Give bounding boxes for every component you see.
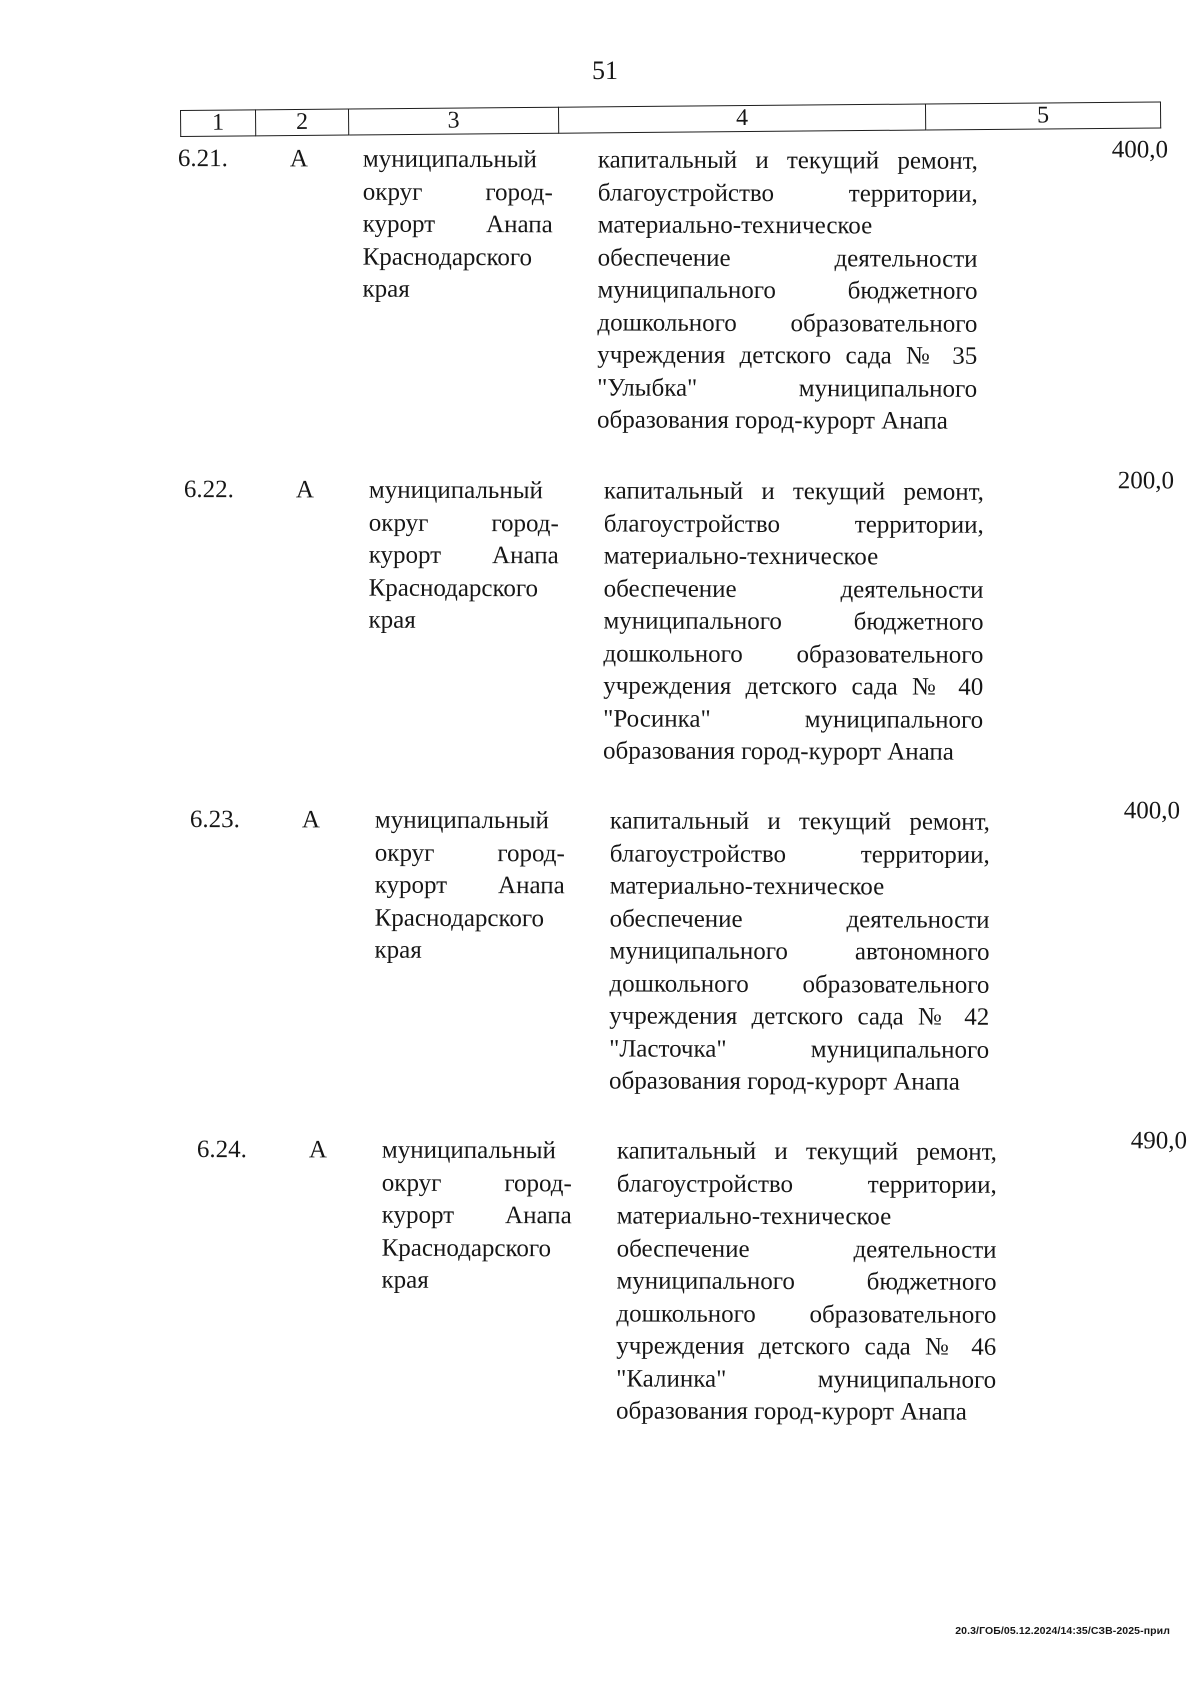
row-number: 6.23. — [189, 806, 240, 834]
row-description: капитальный и текущий ремонт, благоустройство территории, материально-техническое обеспечение деятельности муниципального бюджетного дошкольного образовательного учреждения детского сада № 35 "Улыбка" муниципального образования город-курорт Анапа — [596, 146, 978, 435]
row-amount: 400,0 — [1111, 136, 1169, 164]
header-col-3: 3 — [348, 107, 558, 135]
row-description: капитальный и текущий ремонт, благоустройство территории, материально-техническое обеспечение деятельности муниципального бюджетного дошкольного образовательного учреждения детского сада № 46 "Калинка" муниципального образования город-курорт Анапа — [615, 1137, 997, 1426]
row-category: А — [295, 476, 315, 504]
header-col-5: 5 — [925, 102, 1160, 130]
header-col-2: 2 — [256, 109, 349, 136]
row-amount: 490,0 — [1130, 1127, 1188, 1155]
row-category: А — [301, 806, 321, 834]
header-col-1: 1 — [181, 110, 256, 137]
row-amount: 400,0 — [1123, 797, 1181, 825]
row-description: капитальный и текущий ремонт, благоустройство территории, материально-техническое обеспечение деятельности муниципального бюджетного дошкольного образовательного учреждения детского сада № 40 "Росинка" муниципального образования город-курорт Анапа — [602, 477, 984, 766]
table-header — [180, 101, 1161, 137]
row-territory: муниципальный округ город-курорт Анапа Краснодарского края — [381, 1136, 572, 1294]
row-number: 6.21. — [177, 144, 228, 173]
header-col-4: 4 — [558, 104, 925, 133]
row-number: 6.22. — [183, 476, 234, 504]
row-territory: муниципальный округ город-курорт Анапа Краснодарского края — [374, 806, 565, 964]
page-number: 51 — [592, 56, 618, 85]
row-category: А — [289, 145, 309, 173]
row-description: капитальный и текущий ремонт, благоустройство территории, материально-техническое обеспечение деятельности муниципального автономного дошкольного образовательного учреждения детского сада № 42 "Ласточка" муниципального образования город-курорт Анапа — [608, 807, 990, 1096]
row-number: 6.24. — [196, 1136, 247, 1164]
document-code: 20.3/ГОБ/05.12.2024/14:35/СЗВ-2025-прил — [955, 1625, 1170, 1637]
row-territory: муниципальный округ город-курорт Анапа Краснодарского края — [362, 145, 553, 303]
row-territory: муниципальный округ город-курорт Анапа Краснодарского края — [368, 476, 559, 634]
row-category: А — [308, 1136, 328, 1164]
row-amount: 200,0 — [1117, 467, 1175, 495]
